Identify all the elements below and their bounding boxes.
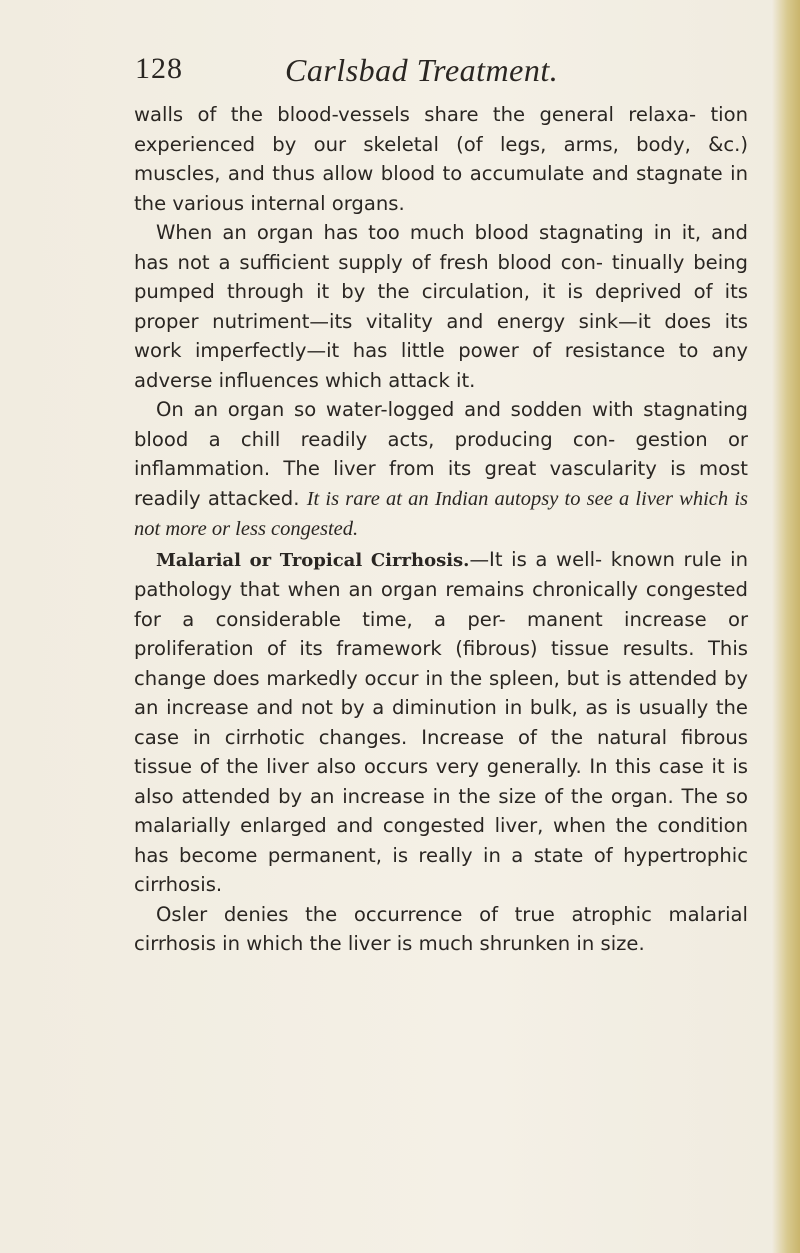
paragraph-1: walls of the blood-vessels share the general relaxa- tion experienced by our skeletal (of legs, arms, body, &c.) muscles, and thus allow blood to accumulate and stagnate in the various internal organs.: [134, 103, 748, 215]
paragraph-5: Osler denies the occurrence of true atrophic malarial cirrhosis in which the liver is much shrunken in size.: [134, 902, 748, 955]
paragraph-3: [134, 395, 748, 545]
page-edge: [772, 0, 800, 1253]
paragraph-4-text: —It is a well- known rule in pathology that when an organ remains chronically congested for a considerable time, a per- manent increase or proliferation of its framework (fibrous) tissue results. This change does markedly occur in the spleen, but is attended by an increase and not by a diminution in bulk, as is usually the case in cirrhotic changes. Increase of the natural fibrous tissue of the liver also occurs very generally. In this case it is also attended by an increase in the size of the organ. The so malarially enlarged and congested liver, when the condition has become permanent, is really in a state of hypertrophic cirrhosis.: [134, 547, 748, 896]
paragraph-3-text: On an organ so water-logged and sodden with stagnating blood a chill readily acts, producing con- gestion or inflammation. The liver from its great vascularity is most readily attacked.: [134, 398, 748, 510]
section-heading: Malarial or Tropical Cirrhosis.: [156, 549, 470, 571]
page-header: [135, 52, 735, 96]
paragraph-3-italic-text: It is rare at an Indian autopsy to see a liver which is not more or less congested.: [134, 487, 749, 540]
running-title: Carlsbad Treatment.: [285, 52, 559, 88]
paragraph-2: When an organ has too much blood stagnating in it, and has not a sufficient supply of fresh blood con- tinually being pumped through it by the circulation, it is deprived of its proper nutriment—its vitality and energy sink—it does its work imperfectly—it has little power of resistance to any adverse influences which attack it.: [134, 221, 748, 392]
page-number: 128: [135, 52, 183, 85]
body-text: [134, 100, 748, 959]
paragraph-4: [134, 545, 748, 900]
